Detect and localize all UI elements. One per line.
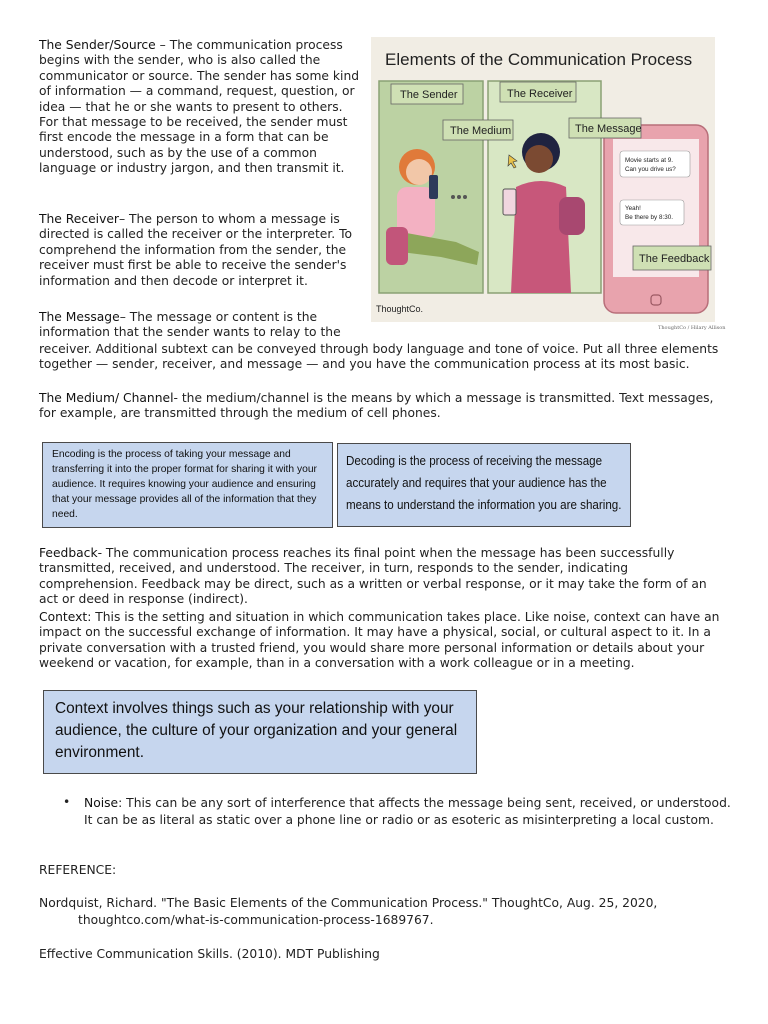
svg-text:The Message: The Message <box>575 123 642 135</box>
receiver-paragraph <box>39 212 361 289</box>
encoding-box: Encoding is the process of taking your message and transferring it into the proper format for sharing it with your audience. It requires knowing your audience and ensuring that your message provides all of the information that they need. <box>42 442 333 528</box>
feedback-text: - The communication process reaches its final point when the message has been successfully transmitted, received, and understood. The receiver, in turn, responds to the sender, indicating comprehension. Feedback may be direct, such as a written or verbal response, or it may take the form of an act or deed in response (indirect). <box>39 546 707 607</box>
sender-face <box>406 159 432 185</box>
receiver-phone <box>503 189 516 215</box>
communication-process-infographic <box>371 37 715 322</box>
medium-text: - the medium/channel is the means by which a message is transmitted. Text messages, for example, are transmitted through the medium of cell phones. <box>39 391 714 421</box>
reference-2: Effective Communication Skills. (2010). MDT Publishing <box>39 947 380 961</box>
svg-text:Can you drive us?: Can you drive us? <box>625 166 676 173</box>
noise-bullet: • <box>63 795 71 809</box>
feedback-term: Feedback <box>39 546 98 560</box>
decoding-box <box>337 443 631 527</box>
noise-term: Noise <box>84 796 119 810</box>
svg-text:The Receiver: The Receiver <box>507 88 573 100</box>
reference-1-line-2: thoughtco.com/what-is-communication-process-1689767. <box>78 913 434 927</box>
svg-text:Yeah!: Yeah! <box>625 205 641 212</box>
message-paragraph-start <box>39 310 361 341</box>
sender-bag <box>386 227 408 265</box>
receiver-face <box>525 145 553 173</box>
message-text-a: – The message or content is the information that the sender wants to relay to the <box>39 310 341 340</box>
context-paragraph <box>39 610 729 672</box>
message-term: The Message <box>39 310 120 324</box>
receiver-backpack <box>559 197 585 235</box>
medium-term: The Medium/ Channel <box>39 391 174 405</box>
receiver-body <box>511 181 571 293</box>
reference-1-line-1: Nordquist, Richard. "The Basic Elements of the Communication Process." ThoughtCo, Aug. 25, 2020, <box>39 896 658 910</box>
thoughtco-logo: ThoughtCo. <box>376 304 424 314</box>
reference-heading: REFERENCE: <box>39 863 117 877</box>
receiver-term: The Receiver <box>39 212 119 226</box>
chat-bubble-1 <box>620 151 690 177</box>
svg-text:The Sender: The Sender <box>400 89 458 101</box>
svg-text:Movie starts at 9.: Movie starts at 9. <box>625 157 673 164</box>
context-term: Context <box>39 610 88 624</box>
sender-term: The Sender/Source <box>39 38 156 52</box>
decoding-line-3: means to understand the information you are sharing. <box>346 497 622 512</box>
feedback-paragraph <box>39 546 729 608</box>
sender-text: – The communication process begins with the sender, who is also called the communicator or source. The sender has some kind of information — a command, request, question, or idea — that he or she wants to present to others. For that message to be received, the sender must first encode the message in a form that can be understood, such as by the use of a common language or industry jargon, and then transmit it. <box>39 38 360 176</box>
infographic-credit: ThoughtCo / Hilary Allison <box>658 325 726 331</box>
chat-bubble-2 <box>620 200 684 225</box>
context-text: : This is the setting and situation in which communication takes place. Like noise, context can have an impact on the successful exchange of information. It may have a physical, social, or cultural aspect to it. In a private conversation with a trusted friend, you would share more personal information or details about your weekend or vacation, for example, than in a conversation with a work colleague or in a meeting. <box>39 610 720 671</box>
message-paragraph-rest: receiver. Additional subtext can be conveyed through body language and tone of voice. Put all three elements together — sender, receiver, and message — and you have the communication process at its most basic. <box>39 342 719 372</box>
infographic-title: Elements of the Communication Process <box>385 50 693 69</box>
svg-text:The Feedback: The Feedback <box>639 253 710 265</box>
context-box: Context involves things such as your relationship with your audience, the culture of your organization and your general environment. <box>43 690 477 774</box>
sender-paragraph <box>39 38 361 177</box>
svg-text:Be there by 8:30.: Be there by 8:30. <box>625 214 673 221</box>
infographic-drawing <box>371 37 715 322</box>
noise-text: : This can be any sort of interference that affects the message being sent, received, or understood. It can be as literal as static over a phone line or radio or as esoteric as misinterpreting a local custom. <box>84 796 731 827</box>
noise-paragraph <box>84 795 734 828</box>
sender-phone <box>429 175 438 199</box>
decoding-line-1: Decoding is the process of receiving the message <box>346 453 603 468</box>
receiver-text: – The person to whom a message is directed is called the receiver or the interpreter. To comprehend the information from the sender, the receiver must first be able to receive the sender's information and then decode or interpret it. <box>39 212 353 288</box>
medium-paragraph <box>39 391 729 422</box>
svg-text:The Medium: The Medium <box>450 125 512 137</box>
decoding-line-2: accurately and requires that your audience has the <box>346 475 607 490</box>
